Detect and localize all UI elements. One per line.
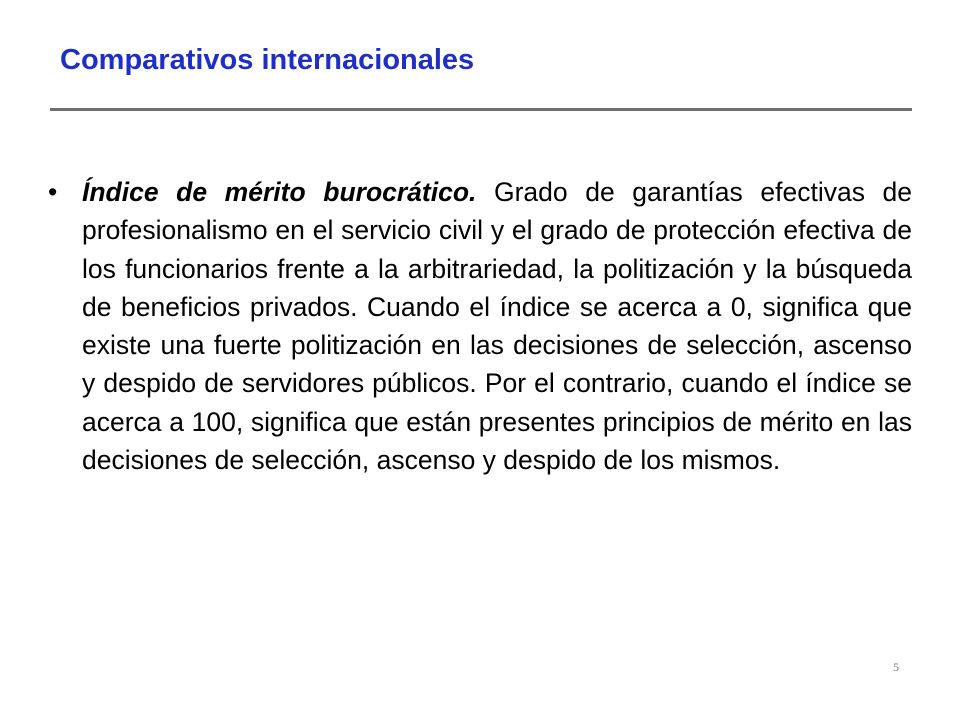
title-divider	[50, 108, 912, 111]
page-number: 5	[893, 660, 899, 674]
slide-content	[48, 173, 912, 479]
bullet-term: Índice de mérito burocrático.	[82, 177, 494, 207]
bullet-text: Grado de garantías efectivas de profesionalismo en el servicio civil y el grado de protección efectiva de los funcionarios frente a la arbitrariedad, la politización y la búsqueda de beneficios privados. Cuando el índice se acerca a 0, significa que existe una fuerte politización en las decisiones de selección, ascenso y despido de servidores públicos. Por el contrario, cuando el índice se acerca a 100, significa que están presentes principios de mérito en las decisiones de selección, ascenso y despido de los mismos.	[82, 177, 913, 476]
slide-title: Comparativos internacionales	[60, 44, 475, 76]
bullet-marker: •	[48, 177, 58, 207]
bullet-item	[48, 173, 912, 479]
